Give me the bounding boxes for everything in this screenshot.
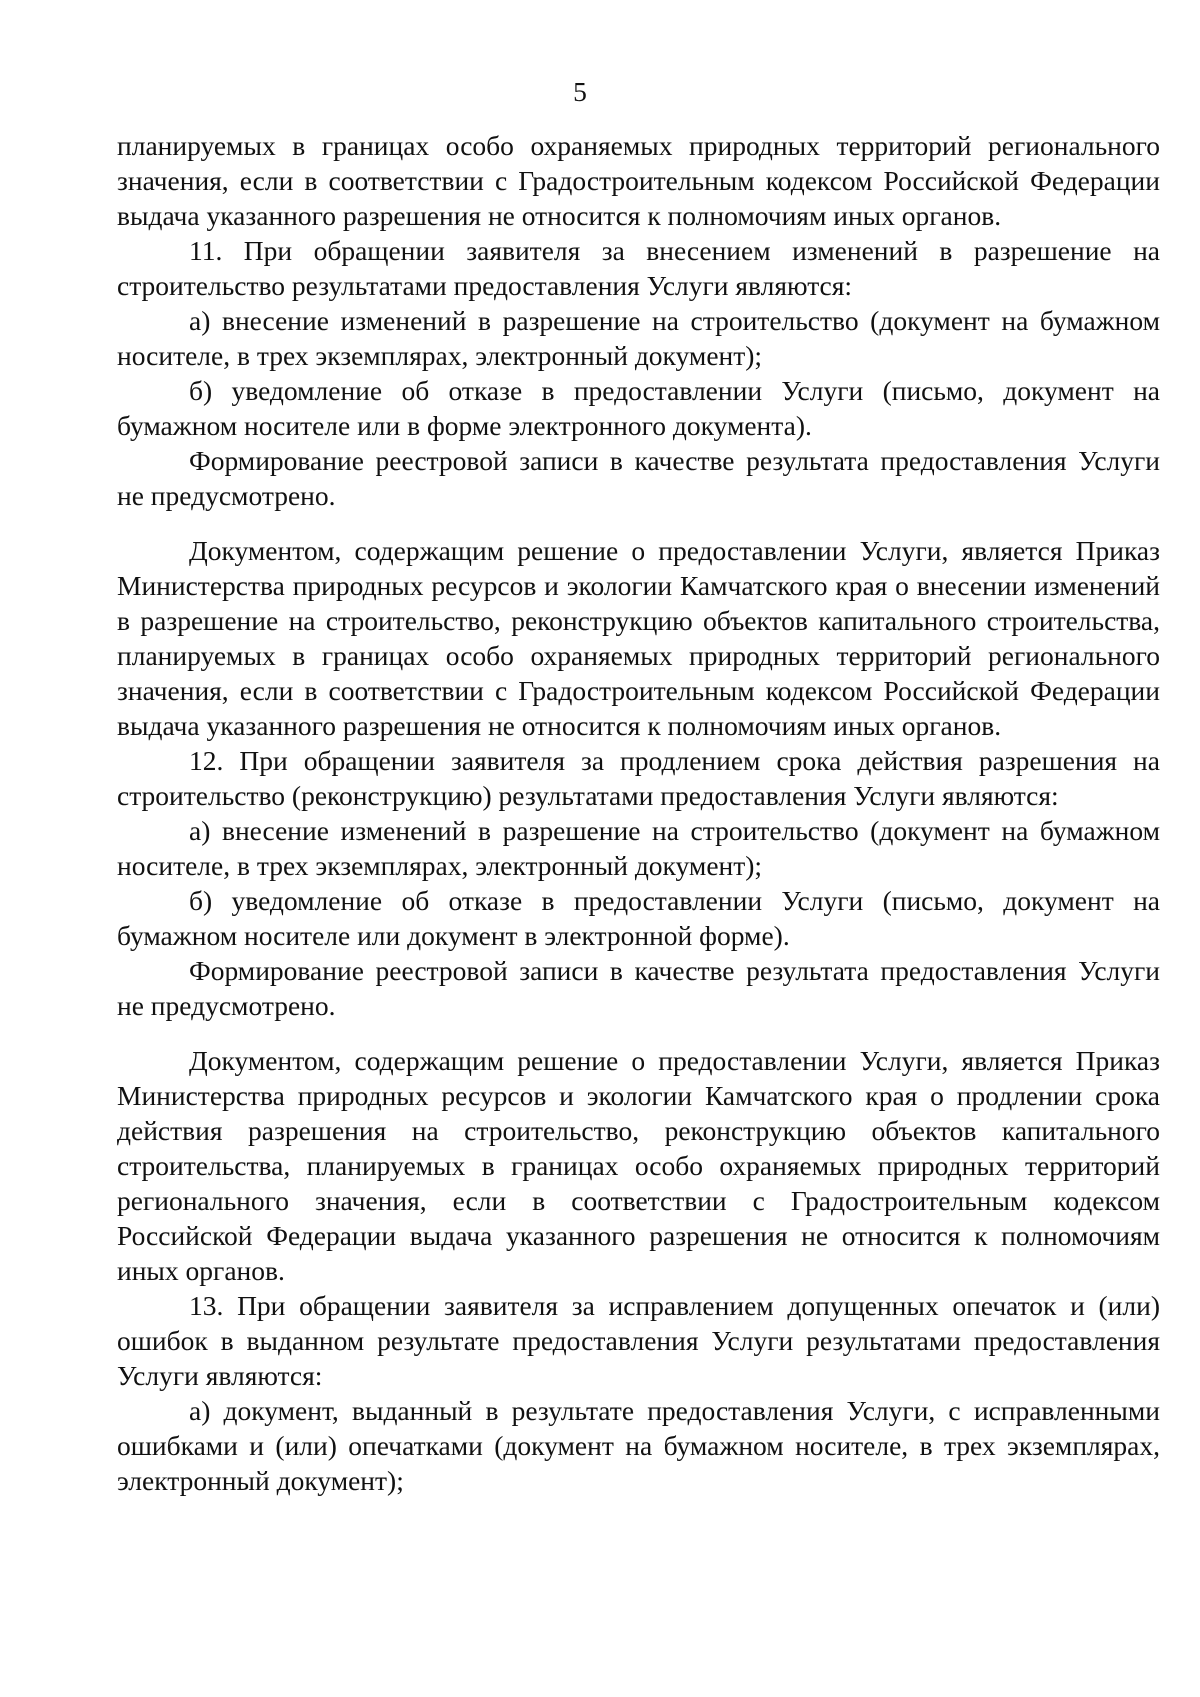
paragraph-registry-note-2: Формирование реестровой записи в качестве результата предоставления Услуги не предусмотрено. [117,955,1160,1021]
paragraph-decision-document-2: Документом, содержащим решение о предоставлении Услуги, является Приказ Министерства природных ресурсов и экологии Камчатского края о продлении срока действия разрешения на строительство, реконструкцию объектов капитального строительства, планируемых в границах особо охраняемых природных территорий регионального значения, если в соответствии с Градостроительным кодексом Российской Федерации выдача указанного разрешения не относится к полномочиям иных органов. [117,1045,1160,1286]
page-number: 5 [573,76,587,107]
document-body [117,128,1160,1498]
paragraph-item-11-a: а) внесение изменений в разрешение на строительство (документ на бумажном носителе, в трех экземплярах, электронный документ); [117,305,1160,371]
paragraph-item-12: 12. При обращении заявителя за продлением срока действия разрешения на строительство (реконструкцию) результатами предоставления Услуги являются: [117,745,1160,811]
paragraph-registry-note-1: Формирование реестровой записи в качестве результата предоставления Услуги не предусмотрено. [117,445,1160,511]
paragraph-continuation: планируемых в границах особо охраняемых природных территорий регионального значения, если в соответствии с Градостроительным кодексом Российской Федерации выдача указанного разрешения не относится к полномочиям иных органов. [117,130,1160,231]
paragraph-item-12-a: а) внесение изменений в разрешение на строительство (документ на бумажном носителе, в трех экземплярах, электронный документ); [117,815,1160,881]
paragraph-item-11: 11. При обращении заявителя за внесением изменений в разрешение на строительство результатами предоставления Услуги являются: [117,235,1160,301]
paragraph-item-12-b: б) уведомление об отказе в предоставлении Услуги (письмо, документ на бумажном носителе или документ в электронной форме). [117,885,1160,951]
paragraph-decision-document-1: Документом, содержащим решение о предоставлении Услуги, является Приказ Министерства природных ресурсов и экологии Камчатского края о внесении изменений в разрешение на строительство, реконструкцию объектов капитального строительства, планируемых в границах особо охраняемых природных территорий регионального значения, если в соответствии с Градостроительным кодексом Российской Федерации выдача указанного разрешения не относится к полномочиям иных органов. [117,535,1160,741]
paragraph-item-13-a: а) документ, выданный в результате предоставления Услуги, с исправленными ошибками и (или) опечатками (документ на бумажном носителе, в трех экземплярах, электронный документ); [117,1395,1160,1496]
paragraph-item-11-b: б) уведомление об отказе в предоставлении Услуги (письмо, документ на бумажном носителе или в форме электронного документа). [117,375,1160,441]
paragraph-item-13: 13. При обращении заявителя за исправлением допущенных опечаток и (или) ошибок в выданном результате предоставления Услуги результатами предоставления Услуги являются: [117,1290,1160,1391]
